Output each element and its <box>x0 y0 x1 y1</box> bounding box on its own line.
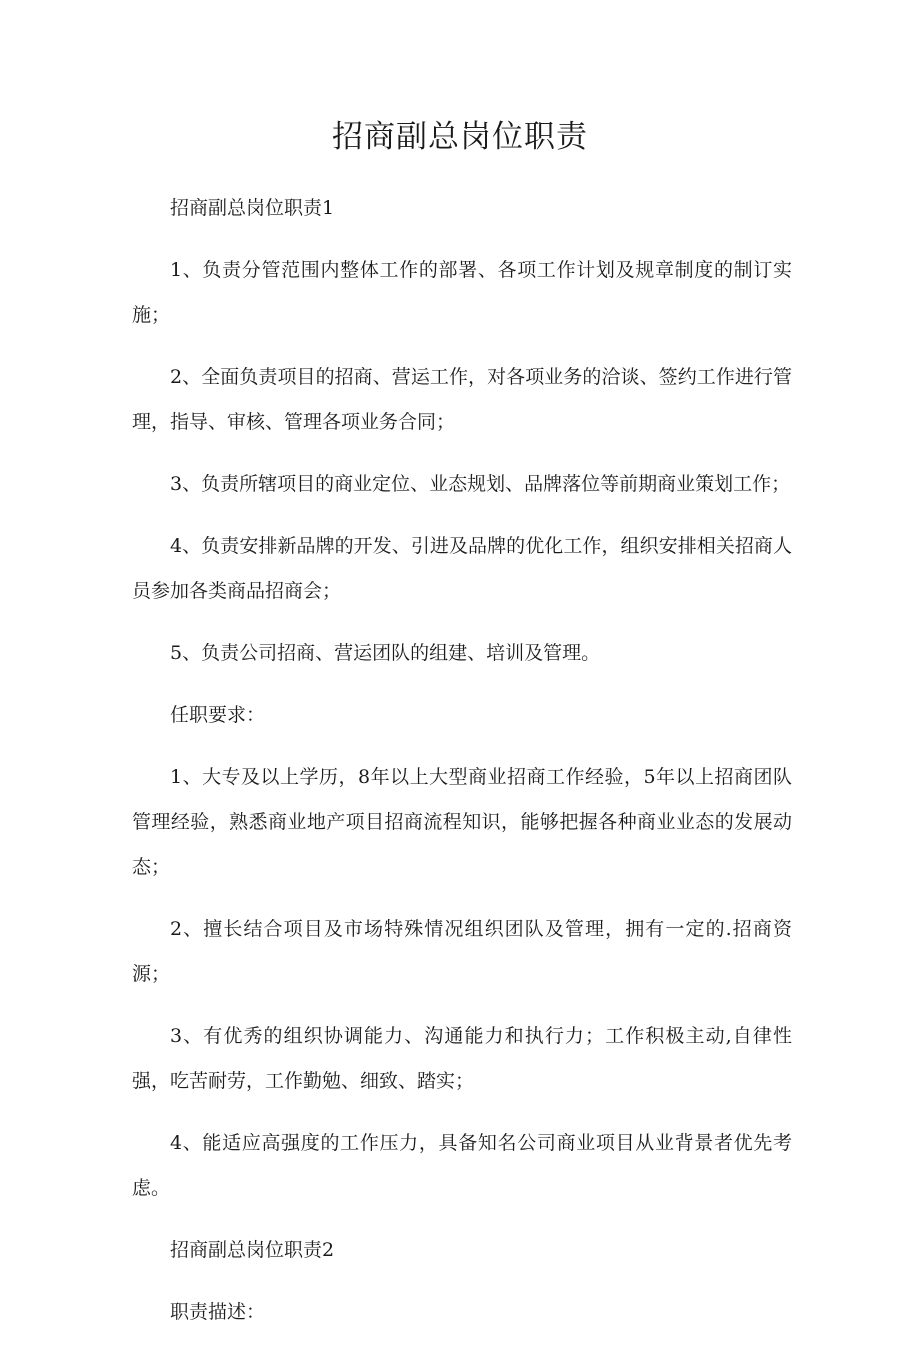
section-heading-2: 招商副总岗位职责2 <box>170 1239 335 1261</box>
document-body <box>132 186 792 1352</box>
requirement-item-1: 1、大专及以上学历，8年以上大型商业招商工作经验，5年以上招商团队管理经验，熟悉商业地产项目招商流程知识，能够把握各种商业业态的发展动态； <box>132 766 792 878</box>
requirement-item-3: 3、有优秀的组织协调能力、沟通能力和执行力；工作积极主动,自律性强，吃苦耐劳，工作勤勉、细致、踏实； <box>132 1025 792 1092</box>
requirement-item-4: 4、能适应高强度的工作压力，具备知名公司商业项目从业背景者优先考虑。 <box>132 1132 792 1199</box>
duty-item-2: 2、全面负责项目的招商、营运工作，对各项业务的洽谈、签约工作进行管理，指导、审核、管理各项业务合同； <box>132 366 792 433</box>
requirements-heading: 任职要求： <box>170 704 266 726</box>
page-title: 招商副总岗位职责 <box>332 119 588 155</box>
duty-item-3: 3、负责所辖项目的商业定位、业态规划、品牌落位等前期商业策划工作； <box>170 473 791 495</box>
requirement-item-2: 2、擅长结合项目及市场特殊情况组织团队及管理，拥有一定的.招商资源； <box>132 918 792 985</box>
section-heading-1: 招商副总岗位职责1 <box>170 197 335 219</box>
duty-item-1: 1、负责分管范围内整体工作的部署、各项工作计划及规章制度的制订实施； <box>132 259 792 326</box>
duty-description-heading: 职责描述： <box>170 1301 266 1323</box>
duty-item-4: 4、负责安排新品牌的开发、引进及品牌的优化工作，组织安排相关招商人员参加各类商品招商会； <box>132 535 792 602</box>
duty-item-5: 5、负责公司招商、营运团队的组建、培训及管理。 <box>170 642 601 664</box>
